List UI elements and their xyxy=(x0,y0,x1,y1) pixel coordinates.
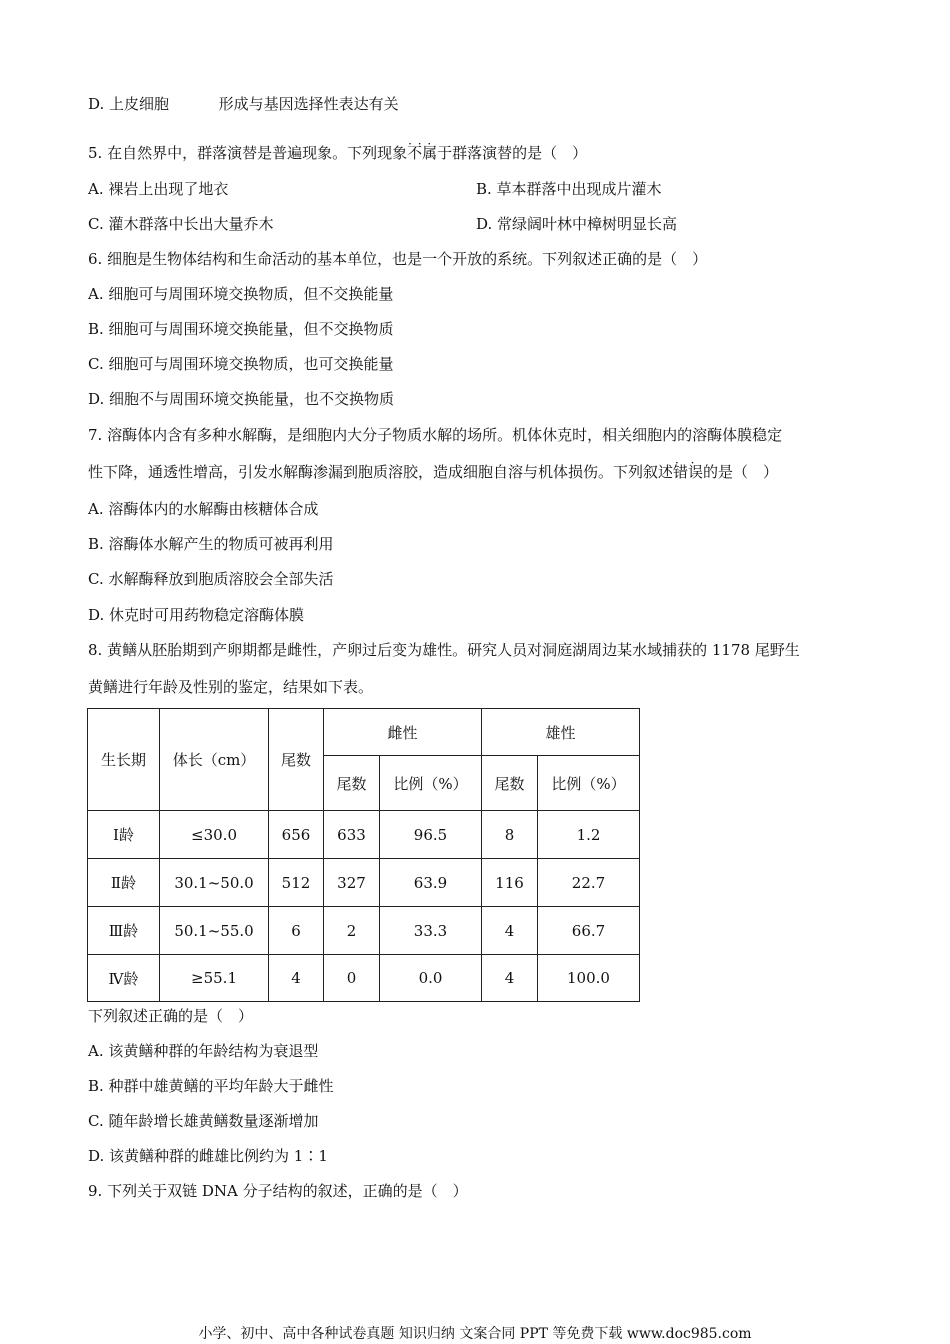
cell-length: 50.1~55.0 xyxy=(160,907,269,955)
cell-length: 30.1~50.0 xyxy=(160,859,269,907)
q6-option-a: A. 细胞可与周围环境交换物质，但不交换能量 xyxy=(88,285,394,303)
q5-stem-after: 群落演替的是（ ） xyxy=(452,144,588,162)
page-footer: 小学、初中、高中各种试卷真题 知识归纳 文案合同 PPT 等免费下载 www.doc985.com xyxy=(198,1326,752,1342)
cell-stage: Ⅳ龄 xyxy=(88,955,160,1002)
table-row xyxy=(88,811,640,859)
q4-option-d-rest: 形成与基因选择性表达有关 xyxy=(218,95,399,113)
table-row xyxy=(88,955,640,1002)
header-stage: 生长期 xyxy=(88,709,160,811)
q5-option-b: B. 草本群落中出现成片灌木 xyxy=(476,180,662,198)
header-length: 体长（cm） xyxy=(160,709,269,811)
table-header-row xyxy=(88,709,640,756)
eel-age-sex-table xyxy=(87,708,640,1002)
cell-count: 656 xyxy=(269,811,324,859)
q6-option-c: C. 细胞可与周围环境交换物质，也可交换能量 xyxy=(88,355,394,373)
cell-female-count: 0 xyxy=(324,955,380,1002)
cell-stage: Ⅰ龄 xyxy=(88,811,160,859)
cell-male-count: 4 xyxy=(482,955,538,1002)
q7-stem-after: 的是（ ） xyxy=(703,463,779,481)
cell-count: 6 xyxy=(269,907,324,955)
cell-female-count: 633 xyxy=(324,811,380,859)
q9-stem: 9. 下列关于双链 DNA 分子结构的叙述，正确的是（ ） xyxy=(88,1182,468,1200)
subheader-male-count: 尾数 xyxy=(482,756,538,811)
subheader-female-ratio: 比例（%） xyxy=(380,756,482,811)
q7-stem-line1: 7. 溶酶体内含有多种水解酶，是细胞内大分子物质水解的场所。机体休克时，相关细胞内的溶酶体膜稳定 xyxy=(88,426,783,444)
header-male: 雄性 xyxy=(482,709,640,756)
subheader-male-ratio: 比例（%） xyxy=(538,756,640,811)
cell-female-count: 2 xyxy=(324,907,380,955)
q8-follow-up: 下列叙述正确的是（ ） xyxy=(88,1007,254,1025)
q7-option-a: A. 溶酶体内的水解酶由核糖体合成 xyxy=(88,500,319,518)
q5-stem xyxy=(88,143,587,163)
cell-male-count: 116 xyxy=(482,859,538,907)
q5-option-d: D. 常绿阔叶林中樟树明显长高 xyxy=(476,215,678,233)
q6-stem: 6. 细胞是生物体结构和生命活动的基本单位，也是一个开放的系统。下列叙述正确的是（ ） xyxy=(88,250,708,268)
header-female: 雌性 xyxy=(324,709,482,756)
q7-option-b: B. 溶酶体水解产生的物质可被再利用 xyxy=(88,535,334,553)
cell-female-ratio: 63.9 xyxy=(380,859,482,907)
cell-count: 4 xyxy=(269,955,324,1002)
cell-female-count: 327 xyxy=(324,859,380,907)
q4-option-d xyxy=(88,94,399,114)
table-row xyxy=(88,859,640,907)
cell-length: ≤30.0 xyxy=(160,811,269,859)
cell-male-count: 8 xyxy=(482,811,538,859)
cell-male-ratio: 22.7 xyxy=(538,859,640,907)
q8-option-c: C. 随年龄增长雄黄鳝数量逐渐增加 xyxy=(88,1112,319,1130)
q7-stem-line2 xyxy=(88,462,778,482)
q8-stem-line1: 8. 黄鳝从胚胎期到产卵期都是雌性，产卵过后变为雄性。研究人员对洞庭湖周边某水域捕获的 1178 尾野生 xyxy=(88,641,800,659)
cell-count: 512 xyxy=(269,859,324,907)
cell-stage: Ⅱ龄 xyxy=(88,859,160,907)
q8-stem-line2: 黄鳝进行年龄及性别的鉴定，结果如下表。 xyxy=(88,678,374,696)
cell-female-ratio: 96.5 xyxy=(380,811,482,859)
q7-option-c: C. 水解酶释放到胞质溶胶会全部失活 xyxy=(88,570,334,588)
q8-option-b: B. 种群中雄黄鳝的平均年龄大于雌性 xyxy=(88,1077,334,1095)
q5-option-c: C. 灌木群落中长出大量乔木 xyxy=(88,215,274,233)
table-row xyxy=(88,907,640,955)
subheader-female-count: 尾数 xyxy=(324,756,380,811)
q8-option-d: D. 该黄鳝种群的雌雄比例约为 1∶1 xyxy=(88,1147,328,1165)
q7-stem-emphasis: · · 错误 xyxy=(673,463,703,481)
q5-stem-emphasis: · · · 不属于 xyxy=(407,144,452,162)
q5-option-a: A. 裸岩上出现了地衣 xyxy=(88,180,229,198)
q6-option-b: B. 细胞可与周围环境交换能量，但不交换物质 xyxy=(88,320,394,338)
cell-female-ratio: 0.0 xyxy=(380,955,482,1002)
q8-option-a: A. 该黄鳝种群的年龄结构为衰退型 xyxy=(88,1042,319,1060)
q7-stem-before: 性下降，通透性增高，引发水解酶渗漏到胞质溶胶，造成细胞自溶与机体损伤。下列叙述 xyxy=(88,463,674,481)
cell-male-ratio: 66.7 xyxy=(538,907,640,955)
cell-stage: Ⅲ龄 xyxy=(88,907,160,955)
cell-male-ratio: 100.0 xyxy=(538,955,640,1002)
header-count: 尾数 xyxy=(269,709,324,811)
q7-option-d: D. 休克时可用药物稳定溶酶体膜 xyxy=(88,606,305,624)
cell-length: ≥55.1 xyxy=(160,955,269,1002)
cell-male-count: 4 xyxy=(482,907,538,955)
q5-stem-before: 5. 在自然界中，群落演替是普遍现象。下列现象 xyxy=(88,144,408,162)
q4-option-d-label: D. 上皮细胞 xyxy=(88,95,170,113)
cell-male-ratio: 1.2 xyxy=(538,811,640,859)
q6-option-d: D. 细胞不与周围环境交换能量，也不交换物质 xyxy=(88,390,395,408)
cell-female-ratio: 33.3 xyxy=(380,907,482,955)
